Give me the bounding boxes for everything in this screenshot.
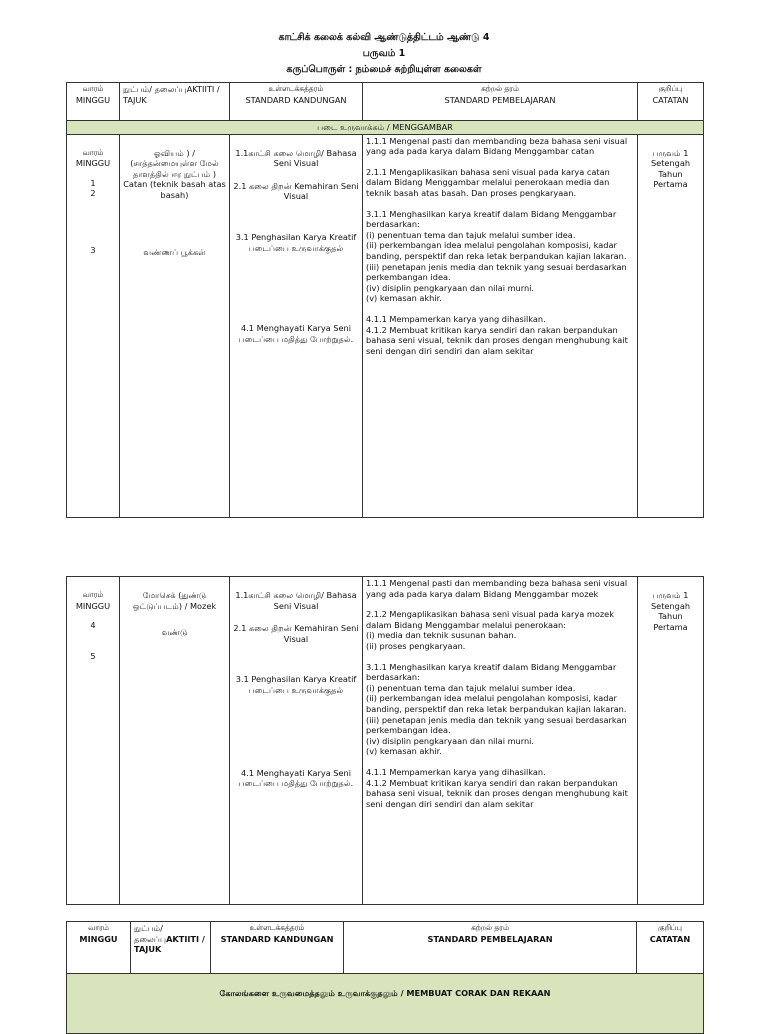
header-standard-pembelajaran: கற்றல் தரம் STANDARD PEMBELAJARAN xyxy=(363,83,638,121)
title-line-1: காட்சிக் கலைக் கல்வி ஆண்டுத்திட்டம் ஆண்டு 4 xyxy=(278,32,490,43)
header-standard-kandungan: உள்ளடக்கத்தரம் STANDARD KANDUNGAN xyxy=(211,922,344,974)
standard-kandungan-cell: 1.1காட்சி கலை மொழி/ Bahasa Seni Visual 2.1 கலை திறன் Kemahiran Seni Visual 3.1 Penghasilan Karya Kreatif படைப்பை உருவாக்குதல் 4.1 Menghayati Karya Seni படைப்பை மதித்து போற்றுதல். xyxy=(230,134,363,517)
header-tajuk: நுட்பம்/ தலைப்புAKTIITI / TAJUK xyxy=(120,83,230,121)
table-header-row xyxy=(67,922,704,974)
header-catatan: குறிப்பு CATATAN xyxy=(637,922,704,974)
plan-table-3 xyxy=(66,921,704,1034)
header-standard-pembelajaran: கற்றல் தரம் STANDARD PEMBELAJARAN xyxy=(344,922,637,974)
title-line-3: கருப்பொருள் : நம்மைச் சுற்றியுள்ள கலைகள் xyxy=(286,64,482,75)
section-1-row xyxy=(67,134,704,517)
week-cell: வாரம் MINGGU 1 2 3 xyxy=(67,134,120,517)
tajuk-cell: மோசெக் (துண்டு ஒட்டுப்படம்) / Mozek வண்டு xyxy=(120,577,230,905)
section-band-corak-rekaan: கோலங்களை உருவமைத்தலும் உருவாக்குதலும் / MEMBUAT CORAK DAN REKAAN xyxy=(67,974,704,1034)
standard-pembelajaran-cell: 1.1.1 Mengenal pasti dan membanding beza bahasa seni visual yang ada pada karya dalam Bidang Menggambar mozek 2.1.2 Mengaplikasikan bahasa seni visual pada karya mozek dalam Bidang Menggambar melalui penerokaan: (i) media dan teknik susunan bahan. (ii) proses pengkaryaan. 3.1.1 Menghasilkan karya kreatif dalam Bidang Menggambar berdasarkan: (i) penentuan tema dan tajuk melalui sumber idea. (ii) perkembangan idea melalui pengolahan komposisi, kadar banding, perspektif dan reka letak berpandukan kajian lakaran. (iii) penetapan jenis media dan teknik yang sesuai berdasarkan perkembangan idea. (iv) disiplin pengkaryaan dan nilai murni. (v) kemasan akhir. 4.1.1 Mempamerkan karya yang dihasilkan. 4.1.2 Membuat kritikan karya sendiri dan rakan berpandukan bahasa seni visual, teknik dan proses dengan menghubung kait seni dengan diri sendiri dan alam sekitar xyxy=(363,577,638,905)
plan-table-1 xyxy=(66,82,704,518)
document-title xyxy=(0,30,768,78)
section-band-row xyxy=(67,121,704,135)
table-header-row xyxy=(67,83,704,121)
header-tajuk: நுட்பம்/ தலைப்புAKTIITI / TAJUK xyxy=(131,922,211,974)
standard-kandungan-cell: 1.1காட்சி கலை மொழி/ Bahasa Seni Visual 2.1 கலை திறன் Kemahiran Seni Visual 3.1 Penghasilan Karya Kreatif படைப்பை உருவாக்குதல் 4.1 Menghayati Karya Seni படைப்பை மதித்து போற்றுதல். xyxy=(230,577,363,905)
standard-pembelajaran-cell: 1.1.1 Mengenal pasti dan membanding beza bahasa seni visual yang ada pada karya dalam Bidang Menggambar catan 2.1.1 Mengaplikasikan bahasa seni visual pada karya catan dalam Bidang Menggambar melalui penerokaan media dan teknik basah atas basah. Dan proses pengkaryaan. 3.1.1 Menghasilkan karya kreatif dalam Bidang Menggambar berdasarkan: (i) penentuan tema dan tajuk melalui sumber idea. (ii) perkembangan idea melalui pengolahan komposisi, kadar banding, perspektif dan reka letak berpandukan kajian lakaran. (iii) penetapan jenis media dan teknik yang sesuai berdasarkan perkembangan idea. (iv) disiplin pengkaryaan dan nilai murni. (v) kemasan akhir. 4.1.1 Mempamerkan karya yang dihasilkan. 4.1.2 Membuat kritikan karya sendiri dan rakan berpandukan bahasa seni visual, teknik dan proses dengan menghubung kait seni dengan diri sendiri dan alam sekitar xyxy=(363,134,638,517)
catatan-cell: பருவம் 1 Setengah Tahun Pertama xyxy=(638,577,704,905)
plan-table-2 xyxy=(66,576,704,905)
section-band-row xyxy=(67,974,704,1034)
catatan-cell: பருவம் 1 Setengah Tahun Pertama xyxy=(638,134,704,517)
header-standard-kandungan: உள்ளடக்கத்தரம் STANDARD KANDUNGAN xyxy=(230,83,363,121)
tajuk-cell: ஓவியம் ) / (சாத்தன்மையுள்ள மேல் தாளத்தில் ஈர நுட்பம் ) Catan (teknik basah atas basah) வண்ணப் பூக்கள் xyxy=(120,134,230,517)
title-line-2: பருவம் 1 xyxy=(362,48,406,59)
header-minggu: வாரம் MINGGU xyxy=(67,922,131,974)
header-minggu: வாரம் MINGGU xyxy=(67,83,120,121)
section-2-row xyxy=(67,577,704,905)
section-band-menggambar: படை உருவாக்கம் / MENGGAMBAR xyxy=(67,121,704,135)
header-catatan: குறிப்பு CATATAN xyxy=(638,83,704,121)
week-cell: வாரம் MINGGU 4 5 xyxy=(67,577,120,905)
